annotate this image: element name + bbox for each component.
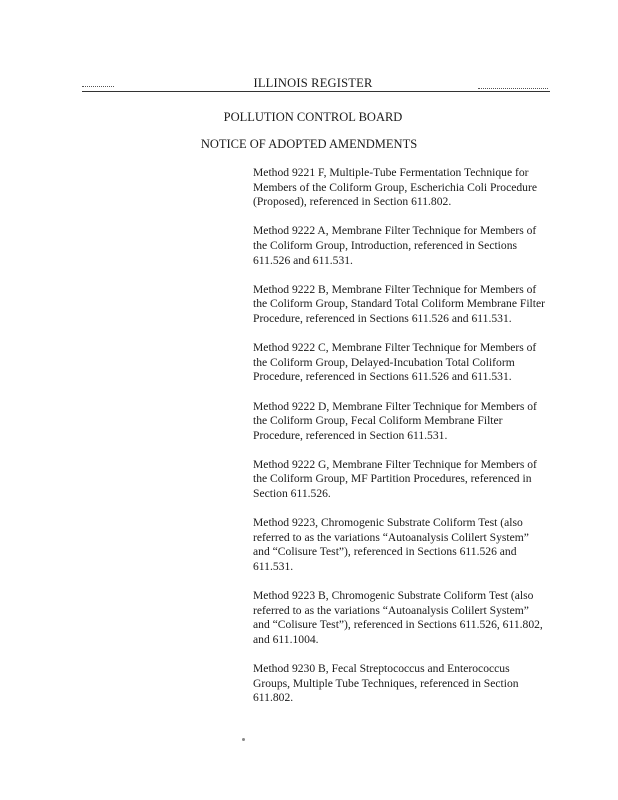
- method-entry: Method 9223, Chromogenic Substrate Coliform Test (also referred to as the variations “Autoanalysis Colilert System” and “Colisure Test”), referenced in Sections 611.526 and 611.531.: [253, 516, 529, 574]
- method-entry: Method 9223 B, Chromogenic Substrate Coliform Test (also referred to as the variations “Autoanalysis Colilert System” and “Colisure Test”), referenced in Sections 611.526, 611.802, and 611.1004.: [253, 589, 543, 646]
- method-list: [253, 166, 548, 721]
- board-title: POLLUTION CONTROL BOARD: [223, 110, 403, 124]
- header-rule: [82, 91, 550, 92]
- method-entry: Method 9222 A, Membrane Filter Technique for Members of the Coliform Group, Introduction, referenced in Sections 611.526 and 611.531.: [253, 224, 537, 267]
- method-entry: Method 9222 B, Membrane Filter Technique for Members of the Coliform Group, Standard Total Coliform Membrane Filter Procedure, referenced in Sections 611.526 and 611.531.: [253, 282, 545, 325]
- register-title: ILLINOIS REGISTER: [253, 76, 373, 90]
- method-entry: Method 9222 G, Membrane Filter Technique for Members of the Coliform Group, MF Partition Procedures, referenced in Section 611.526.: [253, 457, 537, 501]
- method-entry: Method 9221 F, Multiple-Tube Fermentation Technique for Members of the Coliform Group, Escherichia Coli Procedure (Proposed), referenced in Section 611.802.: [253, 166, 537, 209]
- notice-title: NOTICE OF ADOPTED AMENDMENTS: [200, 137, 418, 151]
- method-entry: Method 9222 C, Membrane Filter Technique for Members of the Coliform Group, Delayed-Incubation Total Coliform Procedure, referenced in Sections 611.526 and 611.531.: [253, 341, 537, 384]
- scan-speck: [242, 738, 245, 741]
- method-entry: Method 9222 D, Membrane Filter Technique for Members of the Coliform Group, Fecal Coliform Membrane Filter Procedure, referenced in Section 611.531.: [253, 399, 537, 442]
- method-entry: Method 9230 B, Fecal Streptococcus and Enterococcus Groups, Multiple Tube Techniques, referenced in Section 611.802.: [253, 662, 519, 705]
